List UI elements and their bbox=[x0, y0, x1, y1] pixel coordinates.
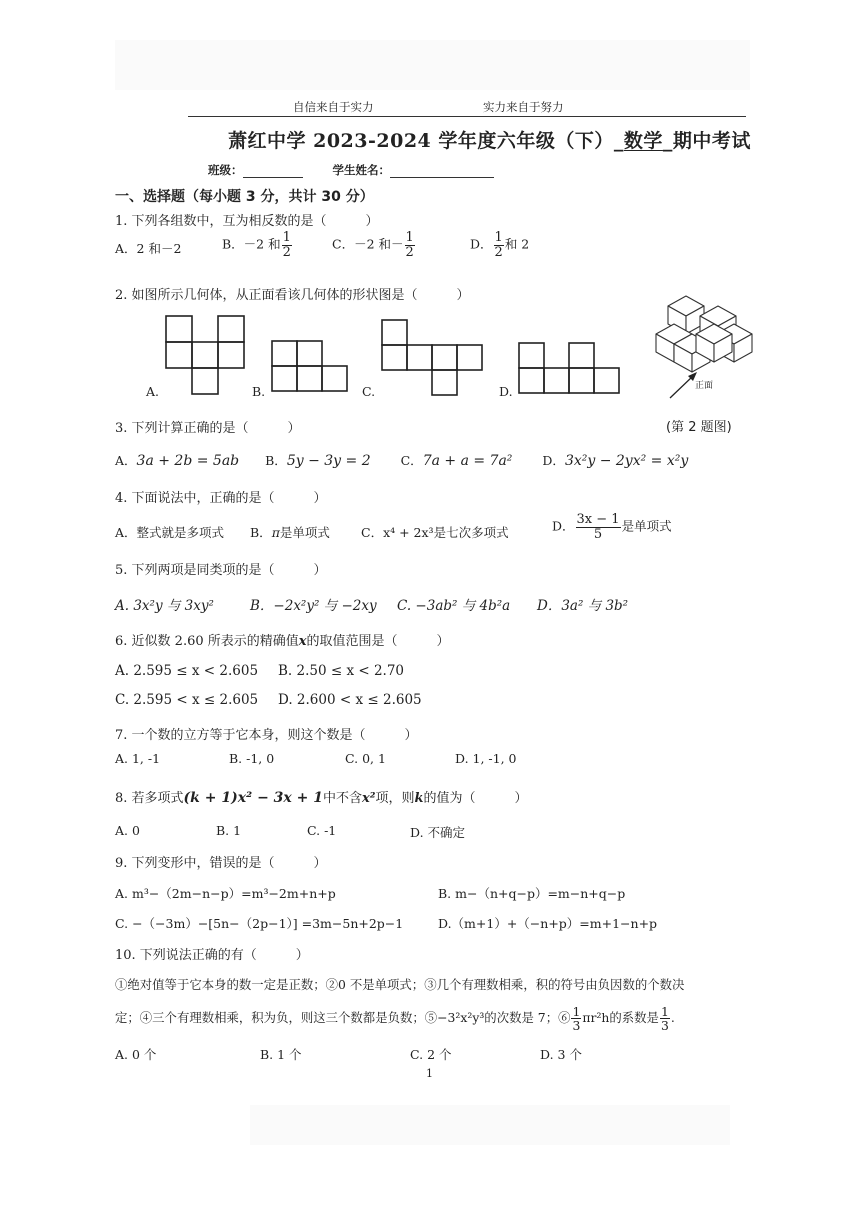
q4-option-c: C．x⁴ + 2x³是七次多项式 bbox=[361, 525, 509, 540]
q5-option-a: A. 3x²y 与 3xy² bbox=[115, 598, 214, 614]
q4-option-d: D． $\frac{3x - 1}{5}$ 是单项式 bbox=[552, 512, 672, 542]
q4-option-b: B．π是单项式 bbox=[250, 525, 330, 540]
q2-figure-d bbox=[519, 343, 619, 393]
q7-option-d: D. 1, -1, 0 bbox=[455, 751, 517, 766]
q10-option-b: B. 1 个 bbox=[260, 1047, 302, 1062]
q2-front-arrow bbox=[670, 372, 697, 398]
q3-option-b: 5y − 3y = 2 bbox=[286, 453, 371, 469]
q7-option-a: A. 1, -1 bbox=[115, 751, 161, 766]
q1-stem: 1. 下列各组数中，互为相反数的是（ ） bbox=[115, 214, 379, 229]
q2-label-b: B. bbox=[252, 384, 266, 399]
q10-stem: 10. 下列说法正确的有（ ） bbox=[115, 948, 309, 963]
page-number: 1 bbox=[426, 1067, 433, 1080]
q10-fraction-b: $\frac{1}{3}$ bbox=[660, 1004, 669, 1034]
q5-stem: 5. 下列两项是同类项的是（ ） bbox=[115, 563, 327, 578]
title-subject: _数学_ bbox=[613, 130, 673, 152]
q1-fraction-b: $\frac{1}{2}$ bbox=[282, 230, 291, 260]
q2-stem: 2. 如图所示几何体，从正面看该几何体的形状图是（ ） bbox=[115, 288, 470, 303]
section-heading: 一、选择题（每小题 3 分，共计 30 分） bbox=[115, 189, 374, 205]
q9-option-d: D.（m+1）+（−n+p）=m+1−n+p bbox=[438, 916, 658, 931]
q2-figure-a bbox=[166, 316, 244, 394]
q8-option-d: D. 不确定 bbox=[410, 825, 466, 840]
q1-option-c: C．－2 和－ $\frac{1}{2}$ bbox=[332, 230, 414, 260]
q7-option-c: C. 0, 1 bbox=[345, 751, 386, 766]
q2-label-d: D. bbox=[499, 384, 513, 399]
q7-option-b: B. -1, 0 bbox=[229, 751, 275, 766]
q4-option-a: A．整式就是多项式 bbox=[115, 525, 225, 540]
q8-option-b: B. 1 bbox=[216, 823, 242, 838]
q6-option-b: B. 2.50 ≤ x < 2.70 bbox=[278, 663, 405, 679]
q1-option-a: A．2 和－2 bbox=[115, 241, 182, 256]
q10-option-c: C. 2 个 bbox=[410, 1047, 452, 1062]
q2-figure-c bbox=[382, 320, 482, 395]
q8-option-a: A. 0 bbox=[115, 823, 140, 838]
q6-stem: 6. 近似数 2.60 所表示的精确值x的取值范围是（ ） bbox=[115, 634, 450, 649]
q2-label-c: C. bbox=[362, 384, 376, 399]
title-school: 萧红中学 2023-2024 学年度六年级（下） bbox=[228, 130, 614, 152]
scan-band-bottom bbox=[250, 1105, 730, 1145]
q8-option-c: C. -1 bbox=[307, 823, 337, 838]
q7-stem: 7. 一个数的立方等于它本身，则这个数是（ ） bbox=[115, 728, 418, 743]
q6-option-d: D. 2.600 < x ≤ 2.605 bbox=[278, 692, 422, 708]
q1-fraction-d: $\frac{1}{2}$ bbox=[494, 230, 503, 260]
q5-option-b: B．−2x²y² 与 −2xy bbox=[250, 598, 377, 614]
q1-fraction-c: $\frac{1}{2}$ bbox=[405, 230, 414, 260]
class-label: 班级： bbox=[208, 163, 243, 177]
q1-option-b: B．－2 和 $\frac{1}{2}$ bbox=[222, 230, 291, 260]
q10-option-a: A. 0 个 bbox=[115, 1047, 157, 1062]
q10-fraction-a: $\frac{1}{3}$ bbox=[572, 1004, 581, 1034]
q10-statement-line2: 定；④三个有理数相乘，积为负，则这三个数都是负数；⑤−3²x²y³的次数是 7；⑥ $\frac{1}{3}$ πr²h的系数是 $\frac{1}{3}$ . bbox=[115, 1004, 675, 1034]
q3-stem: 3. 下列计算正确的是（ ） bbox=[115, 421, 301, 436]
q2-solid bbox=[656, 296, 752, 372]
q2-front-label: 正面 bbox=[695, 381, 714, 391]
q3-option-a: 3a + 2b = 5ab bbox=[136, 453, 240, 469]
q9-stem: 9. 下列变形中，错误的是（ ） bbox=[115, 856, 327, 871]
name-label: 学生姓名： bbox=[332, 163, 391, 177]
q2-label-a: A. bbox=[146, 384, 160, 399]
motto-right: 实力来自于努力 bbox=[483, 100, 564, 114]
q8-stem: 8. 若多项式(k + 1)x² − 3x + 1中不含x²项，则k的值为（ ） bbox=[115, 790, 528, 806]
q3-option-c: 7a + a = 7a² bbox=[422, 453, 513, 469]
q10-option-d: D. 3 个 bbox=[540, 1047, 582, 1062]
title-exam: 期中考试 bbox=[672, 130, 751, 152]
q2-figure-b bbox=[272, 341, 347, 391]
q1-option-d: D． $\frac{1}{2}$ 和 2 bbox=[470, 230, 530, 260]
q6-option-c: C. 2.595 < x ≤ 2.605 bbox=[115, 692, 259, 708]
q9-option-a: A. m³−（2m−n−p）=m³−2m+n+p bbox=[115, 886, 336, 901]
q4-stem: 4. 下面说法中，正确的是（ ） bbox=[115, 491, 327, 506]
motto-left: 自信来自于实力 bbox=[293, 100, 374, 114]
q2-figures bbox=[0, 0, 860, 440]
q6-option-a: A. 2.595 ≤ x < 2.605 bbox=[115, 663, 259, 679]
q10-statement-line1: ①绝对值等于它本身的数一定是正数；②0 不是单项式；③几个有理数相乘，积的符号由负因数的个数决 bbox=[115, 977, 685, 992]
q5-option-c: C. −3ab² 与 4b²a bbox=[397, 598, 511, 614]
q3-options: A．3a + 2b = 5ab B．5y − 3y = 2 C．7a + a = 7a² D．3x²y − 2yx² = x²y bbox=[115, 453, 689, 469]
q9-option-b: B. m−（n+q−p）=m−n+q−p bbox=[438, 886, 626, 901]
q2-caption: (第 2 题图) bbox=[666, 420, 732, 435]
q9-option-c: C. −（−3m）−[5n−（2p−1）] =3m−5n+2p−1 bbox=[115, 916, 404, 931]
q5-option-d: D．3a² 与 3b² bbox=[537, 598, 629, 614]
q3-option-d: 3x²y − 2yx² = x²y bbox=[564, 453, 689, 469]
q4-fraction: $\frac{3x - 1}{5}$ bbox=[576, 512, 620, 542]
